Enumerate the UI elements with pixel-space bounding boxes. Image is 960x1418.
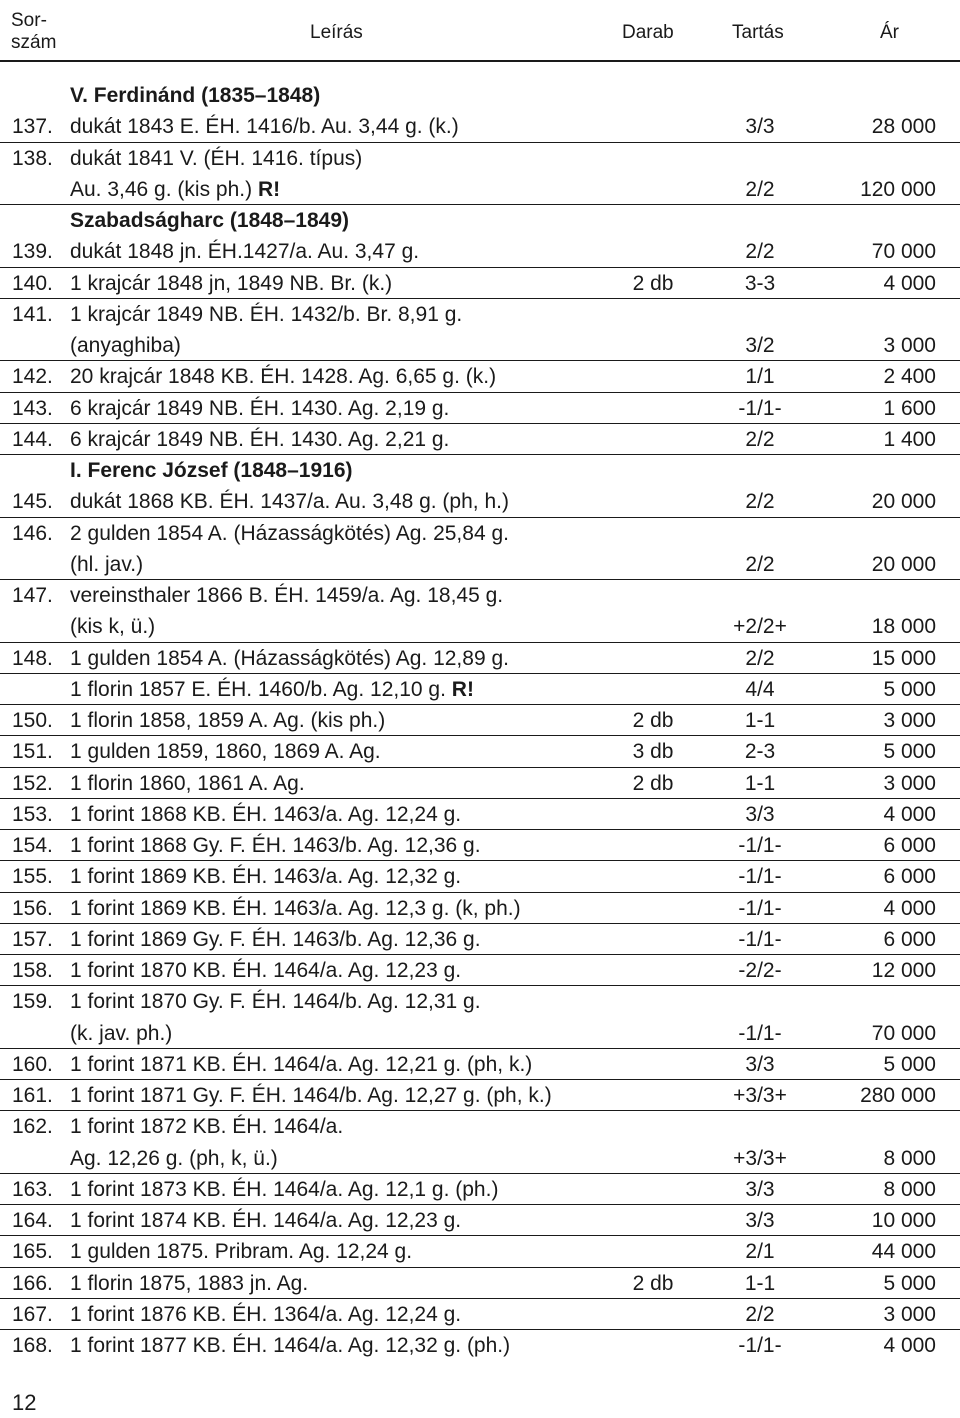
table-row xyxy=(0,1330,960,1361)
section-heading-row xyxy=(0,80,960,111)
item-tartas: -2/2- xyxy=(738,959,782,982)
item-price: 10 000 xyxy=(871,1209,936,1232)
item-number: 158. xyxy=(12,959,53,982)
item-description: (kis k, ü.) xyxy=(70,615,156,639)
item-price: 12 000 xyxy=(871,959,936,982)
item-price: 3 000 xyxy=(883,334,936,357)
item-number: 160. xyxy=(12,1052,53,1076)
item-description: 6 krajcár 1849 NB. ÉH. 1430. Ag. 2,21 g. xyxy=(70,427,450,451)
item-description: 2 gulden 1854 A. (Házasságkötés) Ag. 25,84 g. xyxy=(70,521,509,545)
item-number: 163. xyxy=(12,1177,53,1201)
table-row xyxy=(0,674,960,705)
table-row xyxy=(0,705,960,736)
table-row xyxy=(0,1236,960,1267)
item-price: 1 600 xyxy=(883,396,936,420)
table-row xyxy=(0,924,960,955)
item-tartas: -1/1- xyxy=(738,1334,782,1357)
item-description: 1 forint 1869 Gy. F. ÉH. 1463/b. Ag. 12,36 g. xyxy=(70,927,481,951)
item-number: 165. xyxy=(12,1240,53,1264)
table-row xyxy=(0,861,960,892)
item-price: 3 000 xyxy=(883,709,936,732)
item-price: 20 000 xyxy=(871,552,936,576)
item-description: (hl. jav.) xyxy=(70,552,144,576)
item-price: 120 000 xyxy=(860,177,936,201)
item-number: 143. xyxy=(12,396,53,420)
item-price: 8 000 xyxy=(883,1146,936,1170)
item-tartas: 3/3 xyxy=(745,115,775,139)
page-number: 12 xyxy=(12,1390,37,1415)
table-row xyxy=(0,986,960,1017)
item-description: 1 forint 1871 KB. ÉH. 1464/a. Ag. 12,21 g. (ph, k.) xyxy=(70,1052,533,1076)
table-row xyxy=(0,1080,960,1111)
item-tartas: -1/1- xyxy=(738,896,782,920)
header-sorszam xyxy=(11,10,71,54)
rarity-mark: R! xyxy=(451,677,474,701)
item-description: Ag. 12,26 g. (ph, k, ü.) xyxy=(70,1146,278,1170)
item-number: 141. xyxy=(12,302,53,326)
section-title: I. Ferenc József (1848–1916) xyxy=(70,459,353,482)
item-price: 4 000 xyxy=(883,271,936,295)
section-title: Szabadságharc (1848–1849) xyxy=(70,209,349,232)
item-tartas: -1/1- xyxy=(738,396,782,420)
item-tartas: 2/1 xyxy=(745,1240,775,1264)
table-row xyxy=(0,580,960,611)
item-number: 166. xyxy=(12,1271,53,1295)
item-description: vereinsthaler 1866 B. ÉH. 1459/a. Ag. 18,45 g. xyxy=(70,584,504,607)
item-number: 144. xyxy=(12,427,53,451)
item-number: 159. xyxy=(12,990,53,1014)
table-row xyxy=(0,643,960,674)
item-price: 4 000 xyxy=(883,896,936,920)
item-description: 1 forint 1870 KB. ÉH. 1464/a. Ag. 12,23 g. xyxy=(70,959,462,982)
item-tartas: 3/3 xyxy=(745,1209,775,1232)
table-row xyxy=(0,1205,960,1236)
item-tartas: 3/3 xyxy=(745,802,775,826)
item-description: 20 krajcár 1848 KB. ÉH. 1428. Ag. 6,65 g. (k.) xyxy=(70,365,497,389)
item-description: 1 forint 1868 KB. ÉH. 1463/a. Ag. 12,24 g. xyxy=(70,802,462,826)
header-sorszam-line2: szám xyxy=(11,32,57,53)
table-row xyxy=(0,111,960,142)
item-description: dukát 1841 V. (ÉH. 1416. típus) xyxy=(70,146,363,170)
item-tartas: 2-3 xyxy=(744,740,776,764)
item-description: dukát 1843 E. ÉH. 1416/b. Au. 3,44 g. (k.) xyxy=(70,115,459,139)
item-description: (k. jav. ph.) xyxy=(70,1021,173,1045)
item-price: 3 000 xyxy=(883,1302,936,1326)
item-description: 1 forint 1877 KB. ÉH. 1464/a. Ag. 12,32 g. (ph.) xyxy=(70,1334,511,1357)
item-darab: 3 db xyxy=(632,740,674,764)
item-tartas: 3/3 xyxy=(745,1177,775,1201)
item-number: 152. xyxy=(12,771,53,795)
table-row xyxy=(0,174,960,205)
table-body xyxy=(0,80,960,1361)
item-price: 5 000 xyxy=(883,740,936,764)
item-number: 167. xyxy=(12,1302,53,1326)
item-price: 44 000 xyxy=(871,1240,936,1264)
item-number: 155. xyxy=(12,865,53,889)
item-number: 156. xyxy=(12,896,53,920)
item-description: 1 krajcár 1848 jn, 1849 NB. Br. (k.) xyxy=(70,271,393,295)
table-row xyxy=(0,486,960,517)
item-tartas: 2/2 xyxy=(745,240,775,264)
item-description: 1 forint 1871 Gy. F. ÉH. 1464/b. Ag. 12,27 g. (ph, k.) xyxy=(70,1084,552,1107)
table-row xyxy=(0,768,960,799)
item-description: 1 forint 1872 KB. ÉH. 1464/a. xyxy=(70,1115,344,1139)
item-tartas: +2/2+ xyxy=(733,615,787,639)
item-description: (anyaghiba) xyxy=(70,334,181,357)
table-row xyxy=(0,893,960,924)
item-tartas: 2/2 xyxy=(745,1302,775,1326)
item-number: 150. xyxy=(12,709,53,732)
item-price: 20 000 xyxy=(871,490,936,514)
item-description: 1 florin 1858, 1859 A. Ag. (kis ph.) xyxy=(70,709,386,732)
rarity-mark: R! xyxy=(257,177,281,201)
item-darab: 2 db xyxy=(632,271,674,295)
item-number: 154. xyxy=(12,834,53,857)
item-number: 140. xyxy=(12,271,53,295)
item-price: 280 000 xyxy=(860,1084,936,1107)
item-darab: 2 db xyxy=(632,771,674,795)
item-number: 146. xyxy=(12,521,53,545)
item-description: 1 forint 1874 KB. ÉH. 1464/a. Ag. 12,23 g. xyxy=(70,1209,462,1232)
item-tartas: -1/1- xyxy=(738,1021,782,1045)
header-ar: Ár xyxy=(880,22,899,43)
item-number: 164. xyxy=(12,1209,53,1232)
item-tartas: 2/2 xyxy=(745,552,775,576)
item-price: 6 000 xyxy=(883,927,936,951)
table-row xyxy=(0,143,960,174)
table-row xyxy=(0,1174,960,1205)
item-price: 15 000 xyxy=(871,646,936,670)
table-row xyxy=(0,799,960,830)
item-price: 5 000 xyxy=(883,1271,936,1295)
table-row xyxy=(0,1268,960,1299)
item-description: 1 forint 1870 Gy. F. ÉH. 1464/b. Ag. 12,31 g. xyxy=(70,990,481,1014)
item-description: 1 gulden 1854 A. (Házasságkötés) Ag. 12,89 g. xyxy=(70,646,509,670)
item-tartas: 2/2 xyxy=(745,646,775,670)
item-description: 1 forint 1873 KB. ÉH. 1464/a. Ag. 12,1 g. (ph.) xyxy=(70,1177,499,1201)
table-row xyxy=(0,1111,960,1142)
item-price: 1 400 xyxy=(883,427,936,451)
item-price: 6 000 xyxy=(883,834,936,857)
table-row xyxy=(0,361,960,392)
item-description: 1 florin 1875, 1883 jn. Ag. xyxy=(70,1271,309,1295)
table-row xyxy=(0,549,960,580)
item-tartas: 4/4 xyxy=(745,677,775,701)
item-price: 28 000 xyxy=(871,115,936,139)
item-price: 70 000 xyxy=(871,240,936,264)
item-description: 1 forint 1869 KB. ÉH. 1463/a. Ag. 12,3 g. (k, ph.) xyxy=(70,896,521,920)
item-description: 1 forint 1869 KB. ÉH. 1463/a. Ag. 12,32 g. xyxy=(70,865,462,889)
item-tartas: -1/1- xyxy=(738,927,782,951)
item-price: 2 400 xyxy=(883,365,936,389)
item-tartas: +3/3+ xyxy=(733,1084,787,1107)
table-row xyxy=(0,424,960,455)
item-number: 153. xyxy=(12,802,53,826)
item-tartas: -1/1- xyxy=(738,865,782,889)
item-description: 1 forint 1876 KB. ÉH. 1364/a. Ag. 12,24 g. xyxy=(70,1302,462,1326)
item-description: 1 gulden 1875. Pribram. Ag. 12,24 g. xyxy=(70,1240,413,1264)
item-price: 5 000 xyxy=(883,677,936,701)
item-number: 147. xyxy=(12,584,53,607)
table-row xyxy=(0,268,960,299)
item-description: Au. 3,46 g. (kis ph.) xyxy=(70,177,253,201)
item-price: 4 000 xyxy=(883,802,936,826)
item-price: 8 000 xyxy=(883,1177,936,1201)
table-row xyxy=(0,1018,960,1049)
item-description: dukát 1848 jn. ÉH.1427/a. Au. 3,47 g. xyxy=(70,240,420,264)
table-row xyxy=(0,518,960,549)
item-number: 162. xyxy=(12,1115,53,1139)
item-darab: 2 db xyxy=(632,1271,674,1295)
header-darab: Darab xyxy=(622,22,674,43)
section-heading-row xyxy=(0,455,960,486)
item-tartas: 1-1 xyxy=(744,1271,776,1295)
table-row xyxy=(0,330,960,361)
item-number: 161. xyxy=(12,1084,53,1107)
description-cell xyxy=(70,674,474,705)
table-row xyxy=(0,1143,960,1174)
item-tartas: 2/2 xyxy=(745,490,775,514)
table-row xyxy=(0,393,960,424)
item-tartas: 1/1 xyxy=(745,365,775,389)
item-description: 1 florin 1857 E. ÉH. 1460/b. Ag. 12,10 g. xyxy=(70,677,446,701)
item-number: 139. xyxy=(12,240,53,264)
table-row xyxy=(0,1049,960,1080)
header-tartas: Tartás xyxy=(732,22,784,43)
description-cell xyxy=(70,174,280,205)
table-row xyxy=(0,611,960,642)
item-price: 5 000 xyxy=(883,1052,936,1076)
item-number: 157. xyxy=(12,927,53,951)
item-number: 138. xyxy=(12,146,53,170)
item-description: 1 gulden 1859, 1860, 1869 A. Ag. xyxy=(70,740,381,764)
item-tartas: 3-3 xyxy=(744,271,776,295)
table-row xyxy=(0,236,960,267)
table-header xyxy=(0,0,960,62)
item-tartas: 3/3 xyxy=(745,1052,775,1076)
item-tartas: 2/2 xyxy=(745,427,775,451)
item-tartas: +3/3+ xyxy=(733,1146,787,1170)
header-leiras: Leírás xyxy=(310,22,363,43)
table-row xyxy=(0,1299,960,1330)
item-number: 142. xyxy=(12,365,53,389)
item-price: 70 000 xyxy=(871,1021,936,1045)
item-description: 1 forint 1868 Gy. F. ÉH. 1463/b. Ag. 12,36 g. xyxy=(70,834,481,857)
item-price: 3 000 xyxy=(883,771,936,795)
item-number: 168. xyxy=(12,1334,53,1357)
section-title: V. Ferdinánd (1835–1848) xyxy=(70,84,321,107)
item-tartas: 1-1 xyxy=(744,709,776,732)
item-number: 151. xyxy=(12,740,53,764)
table-row xyxy=(0,736,960,767)
table-row xyxy=(0,299,960,330)
item-description: 6 krajcár 1849 NB. ÉH. 1430. Ag. 2,19 g. xyxy=(70,396,450,420)
item-description: dukát 1868 KB. ÉH. 1437/a. Au. 3,48 g. (ph, h.) xyxy=(70,490,509,514)
item-number: 145. xyxy=(12,490,53,514)
item-price: 18 000 xyxy=(871,615,936,639)
item-tartas: 2/2 xyxy=(745,177,775,201)
item-description: 1 florin 1860, 1861 A. Ag. xyxy=(70,771,305,795)
header-sorszam-line1: Sor- xyxy=(11,10,47,31)
item-price: 6 000 xyxy=(883,865,936,889)
item-number: 137. xyxy=(12,115,53,139)
table-row xyxy=(0,830,960,861)
section-heading-row xyxy=(0,205,960,236)
item-tartas: 1-1 xyxy=(744,771,776,795)
item-tartas: -1/1- xyxy=(738,834,782,857)
table-row xyxy=(0,955,960,986)
item-tartas: 3/2 xyxy=(745,334,775,357)
item-price: 4 000 xyxy=(883,1334,936,1357)
item-darab: 2 db xyxy=(632,709,674,732)
item-number: 148. xyxy=(12,646,53,670)
item-description: 1 krajcár 1849 NB. ÉH. 1432/b. Br. 8,91 g. xyxy=(70,302,463,326)
